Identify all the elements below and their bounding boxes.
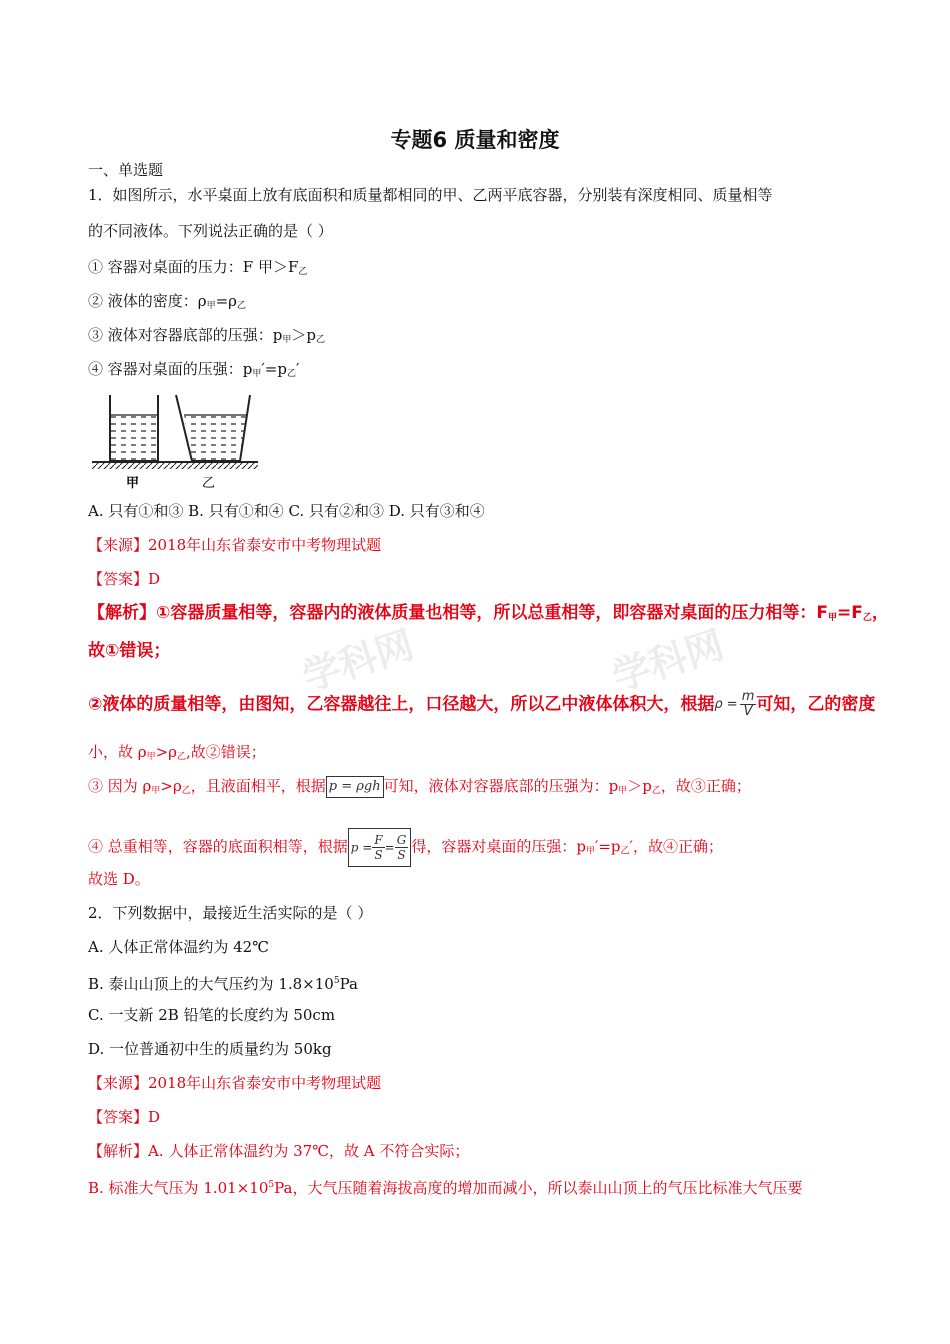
container-yi xyxy=(176,395,250,461)
q1-a6-sub1: 甲 xyxy=(585,846,595,857)
label-yi: 乙 xyxy=(202,476,216,491)
q1-a1-end: ， xyxy=(871,603,889,623)
q1-a5-d: ＞p xyxy=(627,777,652,795)
q1-analysis-line6 xyxy=(88,828,723,868)
q1-statement-3 xyxy=(88,325,325,350)
density-formula-den: V xyxy=(743,704,753,719)
q1-stem-line2: 的不同液体。下列说法正确的是（ ） xyxy=(88,222,333,240)
page-title: 专题6 质量和密度 xyxy=(390,128,560,152)
q2-a2-pre: B. 标准大气压为 1.01×10 xyxy=(88,1179,269,1197)
q1-s4-mid: ′=p xyxy=(261,360,287,378)
q1-a4-sub1: 甲 xyxy=(146,752,156,762)
q1-s1-text: ① 容器对桌面的压力：F 甲＞F xyxy=(88,258,299,276)
ratio-frac-1 xyxy=(372,833,384,862)
q2-option-c: C. 一支新 2B 铅笔的长度约为 50cm xyxy=(88,1006,336,1024)
q1-analysis-line2: 故①错误； xyxy=(88,641,171,661)
q2-analysis-1: 【解析】A. 人体正常体温约为 37℃，故 A 不符合实际； xyxy=(88,1142,470,1160)
ratio-frac-2 xyxy=(395,833,409,862)
ratio-eq: = xyxy=(384,840,395,855)
pressure-ratio-formula-box xyxy=(348,828,412,867)
q1-a5-sub1: 甲 xyxy=(151,786,161,796)
ratio-den-1: S xyxy=(374,848,383,862)
q1-a5-sub2: 乙 xyxy=(181,786,191,796)
pressure-formula-box: p = ρgh xyxy=(326,776,384,798)
q1-a4-mid: >ρ xyxy=(155,743,177,761)
q1-a5-text: ③ 因为 ρ xyxy=(88,777,152,795)
q1-analysis-line4 xyxy=(88,742,266,767)
q1-s2-text: ② 液体的密度：ρ xyxy=(88,292,207,310)
q2-option-d: D. 一位普通初中生的质量约为 50kg xyxy=(88,1040,332,1058)
q2-a2-post: Pa，大气压随着海拔高度的增加而减小，所以泰山山顶上的气压比标准大气压要 xyxy=(274,1179,803,1197)
q1-a4-text: 小，故 ρ xyxy=(88,743,147,761)
q1-options: A. 只有①和③ B. 只有①和④ C. 只有②和③ D. 只有③和④ xyxy=(88,502,485,520)
label-jia: 甲 xyxy=(126,476,140,491)
q1-a1-text: 【解析】①容器质量相等，容器内的液体质量也相等，所以总重相等，即容器对桌面的压力相等：F xyxy=(88,603,829,623)
q1-a6-b: 得，容器对桌面的压强：p xyxy=(411,837,586,856)
q1-analysis-line1 xyxy=(88,603,889,628)
q1-s2-mid: =ρ xyxy=(215,292,237,310)
density-formula-lhs: ρ = xyxy=(714,696,738,712)
q1-s4-sub2: 乙 xyxy=(286,369,296,379)
q1-a5-sub3: 甲 xyxy=(618,786,628,796)
q1-a5-c: 可知，液体对容器底部的压强为：p xyxy=(383,777,619,795)
q1-a1-mid: =F xyxy=(837,603,863,623)
q1-analysis-line7: 故选 D。 xyxy=(88,870,150,888)
ratio-num-1: F xyxy=(374,833,383,847)
ratio-num-2: G xyxy=(396,833,407,847)
q1-s1-sub: 乙 xyxy=(298,267,308,277)
q1-a4-sub2: 乙 xyxy=(177,752,187,762)
q1-s4-text: ④ 容器对桌面的压强：p xyxy=(88,360,253,378)
q2-b-sup: 5 xyxy=(333,976,340,986)
q2-b-pre: B. 泰山山顶上的大气压约为 1.8×10 xyxy=(88,975,334,993)
watermark-2: 学科网 xyxy=(607,622,730,700)
q2-b-post: Pa xyxy=(339,975,358,993)
q1-stem-line1: 1．如图所示，水平桌面上放有底面积和质量都相同的甲、乙两平底容器，分别装有深度相同、质量相等 xyxy=(88,186,773,204)
q1-a3-text: ②液体的质量相等，由图知，乙容器越往上，口径越大，所以乙中液体体积大，根据 xyxy=(88,694,715,715)
q1-a5-sub4: 乙 xyxy=(651,786,661,796)
containers-figure xyxy=(90,393,260,493)
ratio-den-2: S xyxy=(397,848,406,862)
q1-a1-sub1: 甲 xyxy=(828,613,838,623)
q2-option-b xyxy=(88,971,358,994)
q1-s2-sub2: 乙 xyxy=(237,301,247,311)
watermark-1: 学科网 xyxy=(297,622,420,700)
q1-analysis-line3 xyxy=(88,690,875,719)
q1-statement-2 xyxy=(88,291,246,316)
q1-s2-sub1: 甲 xyxy=(206,301,216,311)
q1-a6-text: ④ 总重相等，容器的底面积相等，根据 xyxy=(88,837,348,856)
density-formula-num: m xyxy=(741,689,755,704)
q1-statement-4 xyxy=(88,359,299,384)
q2-source: 【来源】2018年山东省泰安市中考物理试题 xyxy=(88,1074,382,1092)
ratio-lhs: p = xyxy=(350,840,373,855)
q2-option-a: A. 人体正常体温约为 42℃ xyxy=(88,938,270,956)
density-formula xyxy=(714,690,756,719)
q1-a5-end: ，故③正确； xyxy=(660,777,751,795)
q1-s4-sub1: 甲 xyxy=(252,369,262,379)
q1-s3-sub2: 乙 xyxy=(316,335,326,345)
q1-s3-sub1: 甲 xyxy=(282,335,292,345)
container-jia xyxy=(110,395,158,461)
q1-statement-1 xyxy=(88,257,307,282)
table-hatch xyxy=(92,463,258,469)
q1-s3-mid: ＞p xyxy=(291,326,316,344)
q1-a6-mid: ′=p xyxy=(594,837,621,856)
q2-a2-sup: 5 xyxy=(268,1180,275,1190)
q1-a6-sub2: 乙 xyxy=(620,846,630,857)
q1-a6-end: ′，故④正确； xyxy=(629,837,723,856)
q1-a3-end: 可知，乙的密度 xyxy=(756,694,876,715)
q1-a4-end: ,故②错误； xyxy=(186,743,266,761)
q2-analysis-2 xyxy=(88,1175,803,1198)
q1-answer: 【答案】D xyxy=(88,570,161,588)
q2-answer: 【答案】D xyxy=(88,1108,161,1126)
q1-s3-text: ③ 液体对容器底部的压强：p xyxy=(88,326,283,344)
q1-analysis-line5 xyxy=(88,776,751,801)
q1-a1-sub2: 乙 xyxy=(862,613,872,623)
q1-s4-end: ′ xyxy=(295,360,300,378)
q1-a5-b: ，且液面相平，根据 xyxy=(190,777,326,795)
q2-stem: 2．下列数据中，最接近生活实际的是（ ） xyxy=(88,904,373,922)
q1-a5-mid: >ρ xyxy=(160,777,182,795)
section-heading: 一、单选题 xyxy=(88,161,164,179)
q1-source: 【来源】2018年山东省泰安市中考物理试题 xyxy=(88,536,382,554)
